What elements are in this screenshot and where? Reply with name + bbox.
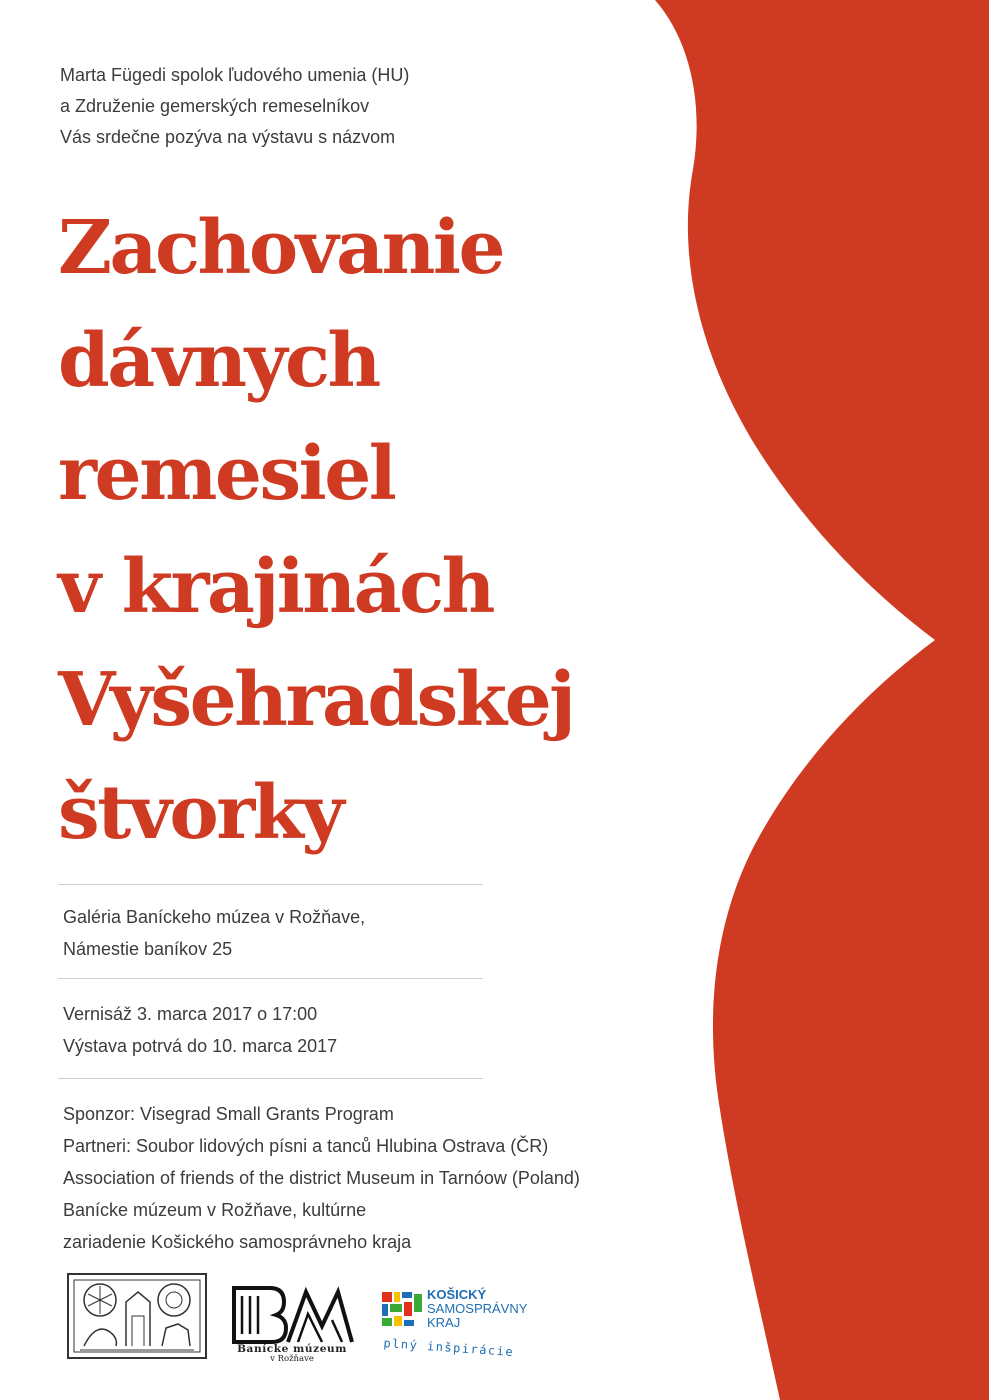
title-line: Zachovanie xyxy=(58,205,504,291)
logos-row xyxy=(0,1268,989,1388)
venue-line: Námestie baníkov 25 xyxy=(63,939,233,959)
credit-line: Banícke múzeum v Rožňave, kultúrne xyxy=(63,1200,367,1220)
date-line: Výstava potrvá do 10. marca 2017 xyxy=(63,1036,338,1056)
credit-line: zariadenie Košického samosprávneho kraja xyxy=(63,1232,412,1252)
credit-line: Association of friends of the district Museum in Tarnóow (Poland) xyxy=(63,1168,580,1188)
intro-line: Marta Fügedi spolok ľudového umenia (HU) xyxy=(60,65,410,85)
ksk-line: KOŠICKÝ xyxy=(427,1287,487,1302)
museum-location: v Rožňave xyxy=(270,1354,314,1364)
ksk-line: KRAJ xyxy=(427,1315,461,1330)
exhibition-title xyxy=(58,192,573,870)
intro-line: a Združenie gemerských remeselníkov xyxy=(60,96,370,116)
credit-line: Sponzor: Visegrad Small Grants Program xyxy=(63,1104,394,1124)
divider xyxy=(58,1078,483,1079)
venue-line: Galéria Baníckeho múzea v Rožňave, xyxy=(63,907,366,927)
ksk-tagline: plný inšpirácie xyxy=(383,1336,515,1360)
credits-block xyxy=(63,1098,580,1258)
venue-block xyxy=(63,901,365,965)
divider xyxy=(58,978,483,979)
kosicky-kraj-wordmark xyxy=(427,1288,527,1330)
dates-block xyxy=(63,998,337,1062)
title-line: dávnych xyxy=(58,318,379,404)
date-line: Vernisáž 3. marca 2017 o 17:00 xyxy=(63,1004,318,1024)
town-seal-logo xyxy=(66,1272,208,1360)
title-line: Vyšehradskej xyxy=(58,657,574,743)
kosicky-kraj-emblem xyxy=(380,1290,424,1334)
credit-line: Partneri: Soubor lidových písni a tanců Hlubina Ostrava (ČR) xyxy=(63,1136,549,1156)
divider xyxy=(58,884,483,885)
title-line: štvorky xyxy=(58,770,342,856)
intro-line: Vás srdečne pozýva na výstavu s názvom xyxy=(60,127,396,147)
intro-block xyxy=(60,60,409,153)
ksk-line: SAMOSPRÁVNY xyxy=(427,1301,528,1316)
museum-name: Banícke múzeum xyxy=(237,1343,347,1355)
title-line: v krajinách xyxy=(58,544,493,630)
title-line: remesiel xyxy=(58,431,395,517)
